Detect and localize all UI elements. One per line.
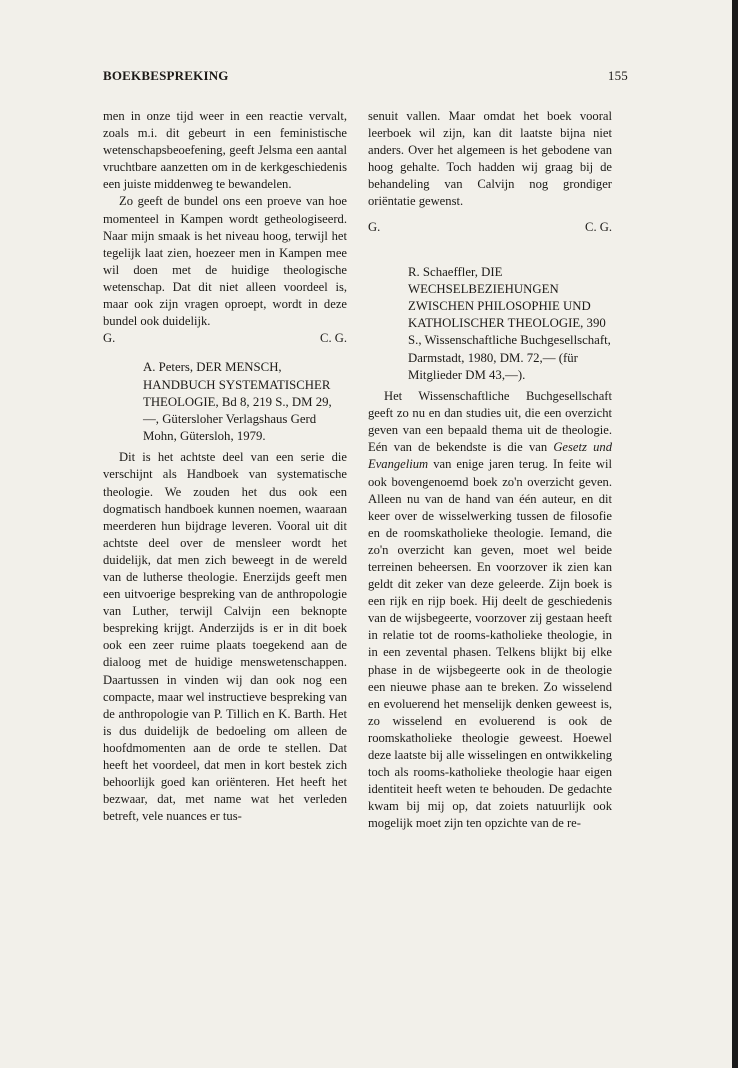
section-title: BOEKBESPREKING [103, 68, 229, 83]
book-title: Gesetz und Evangelium [368, 440, 612, 472]
paragraph: Zo geeft de bundel ons een proeve van hoe momenteel in Kampen wordt getheologiseerd. Naar mijn smaak is het niveau hoog, terwijl het tegelijk laat zien, hoezeer men in Kampen mee wil doen met de huidige theologische wetenschap. Dat dit niet alleen voordeel is, maar ook zijn vragen oproept, wordt in deze bundel ook duidelijk. [103, 194, 347, 329]
right-column [368, 108, 612, 833]
paragraph: men in onze tijd weer in een reactie vervalt, zoals m.i. dit gebeurt in een feministische wetenschapsbeoefening, geeft Jelsma een aantal vruchtbare aanzetten om in de kerkgeschiedenis een juiste middenweg te bewandelen. [103, 109, 347, 192]
reviewer-signature [368, 219, 612, 236]
review-header: A. Peters, DER MENSCH, HANDBUCH SYSTEMATISCHER THEOLOGIE, Bd 8, 219 S., DM 29,—, Gütersloher Verlagshaus Gerd Mohn, Gütersloh, 1979. [143, 360, 332, 444]
left-column [103, 108, 347, 825]
page-number: 155 [607, 68, 628, 83]
signature-name: C. G. [585, 219, 612, 234]
reviewer-signature [103, 330, 347, 347]
signature-initial: G. [103, 331, 116, 346]
page-edge-shadow [732, 0, 738, 1068]
signature-name: C. G. [320, 331, 347, 346]
paragraph: Dit is het achtste deel van een serie die verschijnt als Handboek van systematische theologie. We zouden het dus ook een dogmatisch handboek kunnen noemen, waaraan meerderen hun bijdrage leveren. Vooral uit dit achtste deel over de mensleer wordt het duidelijk, dat men zich beweegt in de wereld van de lutherse theologie. Enerzijds geeft men een uitvoerige bespreking van de anthropologie van Luther, terwijl Calvijn een beknopte bespreking krijgt. Anderzijds is er in dit boek ook een zeer ruime plaats toegekend aan de dialoog met de huidige menswetenschappen. Daartussen in vinden wij dan ook nog een compacte, maar wel instructieve bespreking van de anthropologie van P. Tillich en K. Barth. Het is dus duidelijk de bedoeling om alleen de hoofdmomenten aan de orde te stellen. Dat heeft het voordeel, dat men in kort bestek zich behoorlijk goed kan oriënteren. Het heeft het bezwaar, dat, met name wat het verleden betreft, vele nuances er tus- [103, 450, 347, 824]
paragraph-text: van enige jaren terug. In feite wil ook bovengenoemd boek zo'n overzicht geven. Alleen nu van de hand van één auteur, en dit keer over de wisselwerking tussen de filosofie en de roomskatholieke theologie. Iemand, die zo'n overzicht kan geven, moet wel beide terreinen beheersen. En voorzover ik zien kan geldt dit zeker van deze geleerde. Zijn boek is een rijk en rijp boek. Hij deelt de geschiedenis van de wijsbegeerte, voorzover zij gestaan heeft in relatie tot de rooms-katholieke theologie, in in een zevental phasen. Telkens blijkt bij elke phase in de wijsbegeerte ook in de theologie een nieuwe phase aan te breken. Zo wisselend en evoluerend het menselijk denken geweest is, zo wisselend en evoluerend is ook de roomskatholieke theologie geweest. Hoewel deze laatste bij alle wisselingen en ontwikkeling toch als rooms-katholieke theologie haar eigen identiteit heeft weten te behouden. De gedachte kwam bij mij op, dat zoiets natuurlijk ook mogelijk moet zijn ten opzichte van de re- [368, 457, 613, 831]
review-header: R. Schaeffler, DIE WECHSELBEZIEHUNGEN ZWISCHEN PHILOSOPHIE UND KATHOLISCHER THEOLOGIE, 390 S., Wissenschaftliche Buchgesellschaft, Darmstadt, 1980, DM. 72,— (für Mitglieder DM 43,—). [408, 264, 611, 382]
paragraph [368, 388, 612, 832]
signature-initial: G. [368, 219, 381, 234]
running-head [103, 68, 628, 88]
paragraph-text: Het Wissenschaftliche Buchgesellschaft geeft zo nu en dan studies uit, die een overzicht geven van een bepaald thema uit de theologie. Eén van de bekendste is die van [368, 389, 612, 455]
paragraph: senuit vallen. Maar omdat het boek vooral leerboek wil zijn, kan dit laatste bijna niet anders. Over het algemeen is het gebodene van hoog gehalte. Toch hadden wij graag bij de behandeling van Calvijn nog grondiger oriëntatie gewenst. [368, 109, 612, 209]
